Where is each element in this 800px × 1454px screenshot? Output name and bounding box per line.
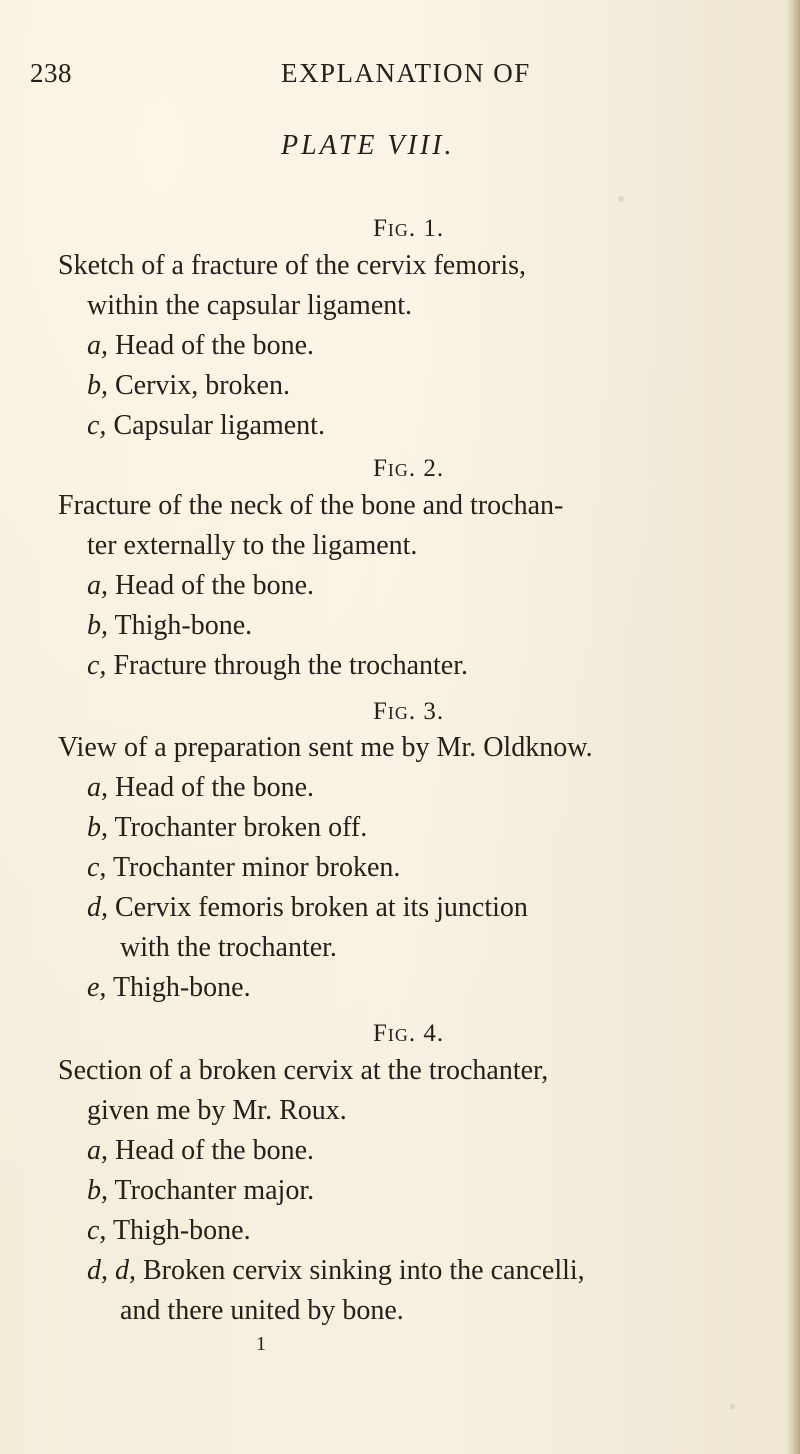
- paper-spot: [730, 1404, 735, 1409]
- item-text: Head of the bone.: [115, 1135, 315, 1166]
- item-letter: c,: [87, 1215, 107, 1246]
- figure-4-item: [87, 1135, 314, 1167]
- figure-1-heading: Fig. 1.: [373, 215, 445, 242]
- item-letter: d, d,: [87, 1255, 136, 1286]
- item-text: Trochanter minor broken.: [112, 852, 401, 883]
- figure-3-item: [87, 892, 528, 924]
- item-text: Fracture through the trochanter.: [113, 650, 468, 681]
- item-text: Head of the bone.: [115, 570, 315, 601]
- figure-3-item: [87, 852, 400, 884]
- figure-2-heading: Fig. 2.: [373, 455, 445, 482]
- item-text: Thigh-bone.: [112, 972, 251, 1003]
- figure-4-item-continuation: and there united by bone.: [120, 1295, 404, 1326]
- running-head: [0, 58, 800, 98]
- item-text: Broken cervix sinking into the cancelli,: [143, 1255, 585, 1286]
- item-letter: c,: [87, 410, 107, 441]
- item-text: Cervix, broken.: [115, 370, 290, 401]
- item-text: Trochanter major.: [114, 1175, 315, 1206]
- figure-3-item: [87, 812, 367, 844]
- item-text: Thigh-bone.: [114, 610, 253, 641]
- item-letter: b,: [87, 370, 108, 401]
- figure-2-description-line: ter externally to the ligament.: [87, 530, 418, 561]
- figure-4-item: [87, 1215, 251, 1247]
- figure-3-item: [87, 772, 314, 804]
- item-letter: a,: [87, 772, 108, 803]
- item-letter: e,: [87, 972, 107, 1003]
- figure-4-description-line: given me by Mr. Roux.: [87, 1095, 347, 1126]
- item-letter: a,: [87, 1135, 108, 1166]
- signature-mark: 1: [256, 1333, 266, 1355]
- running-head-title: EXPLANATION OF: [281, 58, 531, 88]
- item-letter: a,: [87, 330, 108, 361]
- figure-1-item: [87, 370, 290, 402]
- figure-1-item: [87, 330, 314, 362]
- item-letter: d,: [87, 892, 108, 923]
- item-text: Trochanter broken off.: [114, 812, 368, 843]
- figure-4-item: [87, 1175, 314, 1207]
- figure-2-item: [87, 650, 468, 682]
- item-letter: c,: [87, 650, 107, 681]
- item-letter: a,: [87, 570, 108, 601]
- figure-2-item: [87, 570, 314, 602]
- paper-spot: [618, 196, 624, 202]
- item-letter: b,: [87, 812, 108, 843]
- figure-2-description-line: Fracture of the neck of the bone and trochan-: [58, 490, 564, 521]
- figure-4-item: [87, 1255, 585, 1287]
- item-letter: b,: [87, 610, 108, 641]
- item-text: Thigh-bone.: [112, 1215, 251, 1246]
- figure-3-heading: Fig. 3.: [373, 698, 445, 725]
- item-letter: c,: [87, 852, 107, 883]
- item-text: Cervix femoris broken at its junction: [115, 892, 528, 923]
- figure-1-item: [87, 410, 325, 442]
- page-edge-shadow: [786, 0, 800, 1454]
- figure-3-description-line: View of a preparation sent me by Mr. Oldknow.: [58, 732, 593, 763]
- figure-4-description-line: Section of a broken cervix at the trochanter,: [58, 1055, 549, 1086]
- item-text: Capsular ligament.: [113, 410, 325, 441]
- item-letter: b,: [87, 1175, 108, 1206]
- page-number: 238: [30, 58, 72, 88]
- figure-2-item: [87, 610, 252, 642]
- figure-3-item-continuation: with the trochanter.: [120, 932, 337, 963]
- figure-1-description-line: within the capsular ligament.: [87, 290, 413, 321]
- figure-4-heading: Fig. 4.: [373, 1020, 445, 1047]
- figure-3-item: [87, 972, 251, 1004]
- plate-title: PLATE VIII.: [281, 130, 455, 161]
- figure-1-description-line: Sketch of a fracture of the cervix femoris,: [58, 250, 527, 281]
- item-text: Head of the bone.: [115, 772, 315, 803]
- item-text: Head of the bone.: [115, 330, 315, 361]
